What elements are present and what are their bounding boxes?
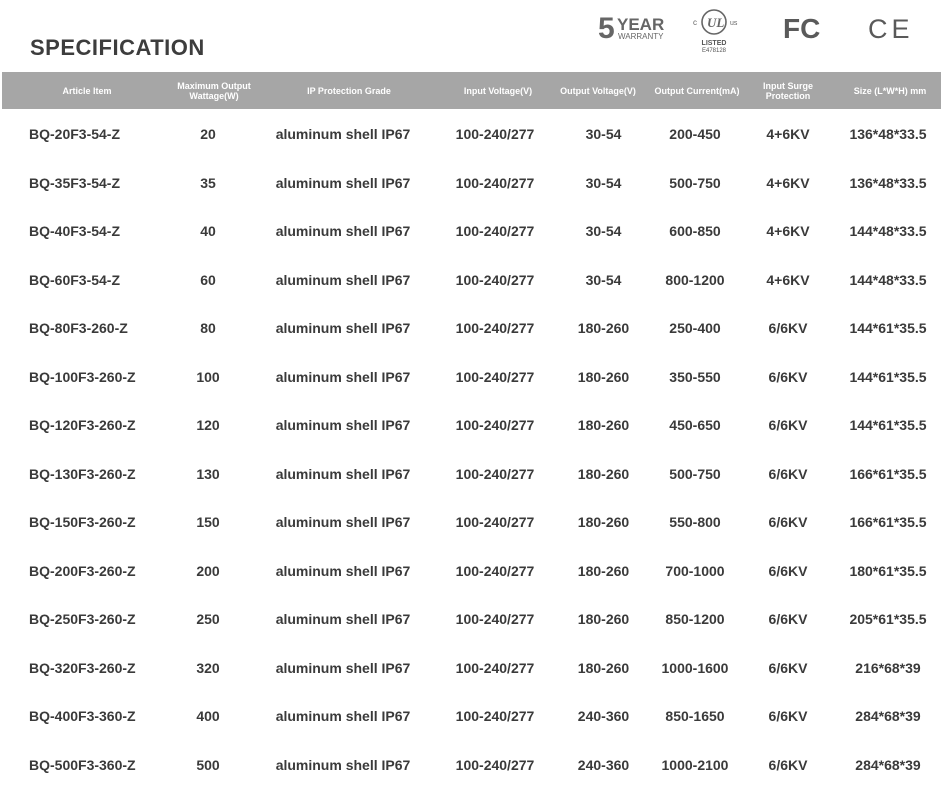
cell-output-current: 200-450	[669, 126, 721, 142]
ce-label: CE	[868, 14, 914, 44]
cell-input-surge-protection: 4+6KV	[766, 126, 810, 142]
cell-output-current: 450-650	[669, 417, 721, 433]
ul-listed-logo	[690, 8, 750, 53]
cell-ip-protection-grade: aluminum shell IP67	[275, 271, 411, 288]
cell-size: 144*61*35.5	[849, 320, 927, 336]
header-output-current: Output Current(mA)	[654, 85, 740, 96]
cell-input-voltage: 100-240/277	[455, 223, 535, 239]
svg-text:UL: UL	[707, 15, 725, 30]
ul-c-label: c	[693, 18, 697, 27]
cell-input-surge-protection: 6/6KV	[768, 320, 808, 336]
cell-input-surge-protection: 6/6KV	[768, 368, 808, 385]
warranty-number: 5	[598, 12, 615, 45]
cell-input-surge-protection: 6/6KV	[768, 659, 808, 676]
table-row	[0, 353, 941, 401]
cell-input-voltage: 100-240/277	[455, 562, 535, 579]
header-ip-protection-grade: IP Protection Grade	[307, 85, 391, 96]
cell-size: 216*68*39	[855, 659, 921, 676]
cell-ip-protection-grade: aluminum shell IP67	[275, 708, 411, 724]
table-row	[0, 110, 941, 158]
cell-article-item: BQ-250F3-260-Z	[29, 611, 136, 627]
cell-max-output-wattage: 40	[200, 223, 216, 239]
cell-ip-protection-grade: aluminum shell IP67	[275, 756, 411, 773]
cell-output-current: 1000-2100	[661, 756, 729, 773]
cell-input-voltage: 100-240/277	[455, 320, 535, 336]
cell-input-surge-protection: 6/6KV	[768, 465, 808, 482]
cell-max-output-wattage: 120	[196, 417, 220, 433]
cell-size: 180*61*35.5	[849, 562, 927, 579]
cell-article-item: BQ-20F3-54-Z	[29, 126, 121, 142]
cell-max-output-wattage: 20	[200, 126, 216, 142]
cell-output-current: 800-1200	[665, 271, 725, 288]
cell-ip-protection-grade: aluminum shell IP67	[275, 514, 411, 530]
cell-output-voltage: 180-260	[577, 514, 630, 530]
header-input-voltage: Input Voltage(V)	[463, 85, 533, 96]
cell-article-item: BQ-35F3-54-Z	[29, 174, 121, 191]
table-row	[0, 595, 941, 643]
cell-size: 144*48*33.5	[849, 271, 927, 288]
header-output-voltage: Output Voltage(V)	[560, 85, 636, 96]
table-row	[0, 159, 941, 207]
cell-input-voltage: 100-240/277	[455, 708, 535, 724]
cell-input-voltage: 100-240/277	[455, 368, 535, 385]
cell-article-item: BQ-150F3-260-Z	[29, 514, 136, 530]
cell-ip-protection-grade: aluminum shell IP67	[275, 174, 411, 191]
table-row	[0, 741, 941, 789]
cell-output-current: 600-850	[669, 223, 721, 239]
cell-output-current: 700-1000	[665, 562, 725, 579]
cell-input-voltage: 100-240/277	[455, 417, 535, 433]
ce-logo	[868, 10, 914, 49]
warranty-year: YEAR	[617, 15, 665, 34]
cell-input-voltage: 100-240/277	[455, 659, 535, 676]
ul-file-number: E478128	[701, 48, 727, 54]
ul-listed-label: LISTED	[701, 40, 727, 47]
cell-input-voltage: 100-240/277	[455, 271, 535, 288]
fcc-label: FC	[783, 13, 821, 44]
table-row	[0, 304, 941, 352]
cell-input-surge-protection: 6/6KV	[768, 562, 808, 579]
fcc-logo	[782, 10, 828, 49]
cell-output-voltage: 180-260	[577, 465, 630, 482]
cell-output-voltage: 180-260	[577, 659, 630, 676]
cell-input-voltage: 100-240/277	[455, 514, 535, 530]
cell-max-output-wattage: 130	[196, 465, 220, 482]
cell-input-voltage: 100-240/277	[455, 174, 535, 191]
cell-output-current: 500-750	[669, 465, 721, 482]
cell-ip-protection-grade: aluminum shell IP67	[275, 417, 411, 433]
table-row	[0, 207, 941, 255]
ul-mark-icon	[690, 8, 746, 40]
cell-input-surge-protection: 6/6KV	[768, 417, 808, 433]
cell-max-output-wattage: 400	[196, 708, 220, 724]
cell-input-voltage: 100-240/277	[455, 126, 535, 142]
cell-output-current: 850-1200	[665, 611, 725, 627]
cell-max-output-wattage: 80	[200, 320, 216, 336]
table-row	[0, 256, 941, 304]
cell-output-voltage: 30-54	[585, 126, 622, 142]
cell-size: 166*61*35.5	[849, 465, 927, 482]
cell-output-current: 250-400	[669, 320, 721, 336]
table-row	[0, 450, 941, 498]
spec-table-header	[2, 72, 941, 109]
cell-input-surge-protection: 6/6KV	[768, 611, 808, 627]
cell-input-voltage: 100-240/277	[455, 465, 535, 482]
cell-size: 284*68*39	[855, 756, 921, 773]
cell-input-surge-protection: 4+6KV	[766, 271, 810, 288]
cell-article-item: BQ-500F3-360-Z	[29, 756, 136, 773]
cell-output-current: 850-1650	[665, 708, 725, 724]
warranty-text: WARRANTY	[618, 32, 664, 41]
cell-output-voltage: 30-54	[585, 174, 622, 191]
header-article-item: Article Item	[62, 85, 112, 96]
cell-output-voltage: 30-54	[585, 271, 622, 288]
cell-ip-protection-grade: aluminum shell IP67	[275, 465, 411, 482]
cell-max-output-wattage: 60	[200, 271, 216, 288]
ul-us-label: us	[730, 20, 738, 27]
cell-output-current: 350-550	[669, 368, 721, 385]
cell-output-voltage: 240-360	[577, 708, 630, 724]
cell-article-item: BQ-200F3-260-Z	[29, 562, 136, 579]
cell-article-item: BQ-60F3-54-Z	[29, 271, 121, 288]
cell-output-current: 1000-1600	[661, 659, 729, 676]
cell-output-voltage: 180-260	[577, 368, 630, 385]
cell-ip-protection-grade: aluminum shell IP67	[275, 320, 411, 336]
cell-max-output-wattage: 200	[196, 562, 220, 579]
table-row	[0, 644, 941, 692]
cell-input-surge-protection: 4+6KV	[766, 174, 810, 191]
header-max-output-wattage: Maximum Output Wattage(W)	[177, 80, 251, 101]
header-size: Size (L*W*H) mm	[853, 85, 927, 96]
cell-ip-protection-grade: aluminum shell IP67	[275, 223, 411, 239]
cell-input-voltage: 100-240/277	[455, 756, 535, 773]
cell-size: 136*48*33.5	[849, 174, 927, 191]
cell-max-output-wattage: 150	[196, 514, 220, 530]
cell-article-item: BQ-120F3-260-Z	[29, 417, 136, 433]
cell-size: 144*61*35.5	[849, 417, 927, 433]
page-title: SPECIFICATION	[30, 35, 205, 60]
cell-ip-protection-grade: aluminum shell IP67	[275, 562, 411, 579]
cell-output-voltage: 180-260	[577, 562, 630, 579]
cell-ip-protection-grade: aluminum shell IP67	[275, 659, 411, 676]
cell-input-surge-protection: 6/6KV	[768, 756, 808, 773]
header-input-surge-protection: Input Surge Protection	[763, 80, 813, 101]
cell-max-output-wattage: 320	[196, 659, 220, 676]
cell-input-voltage: 100-240/277	[455, 611, 535, 627]
cell-size: 136*48*33.5	[849, 126, 927, 142]
cell-article-item: BQ-80F3-260-Z	[29, 320, 128, 336]
cell-max-output-wattage: 35	[200, 174, 216, 191]
cell-input-surge-protection: 6/6KV	[768, 514, 808, 530]
cell-input-surge-protection: 6/6KV	[768, 708, 808, 724]
cell-output-voltage: 240-360	[577, 756, 630, 773]
cell-ip-protection-grade: aluminum shell IP67	[275, 368, 411, 385]
cell-size: 166*61*35.5	[849, 514, 927, 530]
cell-article-item: BQ-400F3-360-Z	[29, 708, 136, 724]
cell-output-voltage: 180-260	[577, 417, 630, 433]
table-row	[0, 547, 941, 595]
table-row	[0, 401, 941, 449]
cell-size: 144*61*35.5	[849, 368, 927, 385]
cell-size: 144*48*33.5	[849, 223, 927, 239]
cell-max-output-wattage: 250	[196, 611, 220, 627]
cell-article-item: BQ-130F3-260-Z	[29, 465, 136, 482]
cell-size: 205*61*35.5	[849, 611, 927, 627]
cell-output-current: 550-800	[669, 514, 721, 530]
cell-size: 284*68*39	[855, 708, 921, 724]
cell-article-item: BQ-40F3-54-Z	[29, 223, 121, 239]
table-row	[0, 498, 941, 546]
fcc-mark-icon	[782, 10, 828, 44]
cell-output-voltage: 180-260	[577, 320, 630, 336]
cell-ip-protection-grade: aluminum shell IP67	[275, 126, 411, 142]
cell-max-output-wattage: 100	[196, 368, 220, 385]
cell-output-current: 500-750	[669, 174, 721, 191]
cell-output-voltage: 30-54	[585, 223, 622, 239]
cell-max-output-wattage: 500	[196, 756, 220, 773]
cell-input-surge-protection: 4+6KV	[766, 223, 810, 239]
cell-article-item: BQ-320F3-260-Z	[29, 659, 136, 676]
ce-mark-icon	[868, 10, 914, 44]
five-year-warranty-logo	[598, 14, 668, 44]
table-row	[0, 692, 941, 740]
cell-output-voltage: 180-260	[577, 611, 630, 627]
cell-article-item: BQ-100F3-260-Z	[29, 368, 136, 385]
cell-ip-protection-grade: aluminum shell IP67	[275, 611, 411, 627]
